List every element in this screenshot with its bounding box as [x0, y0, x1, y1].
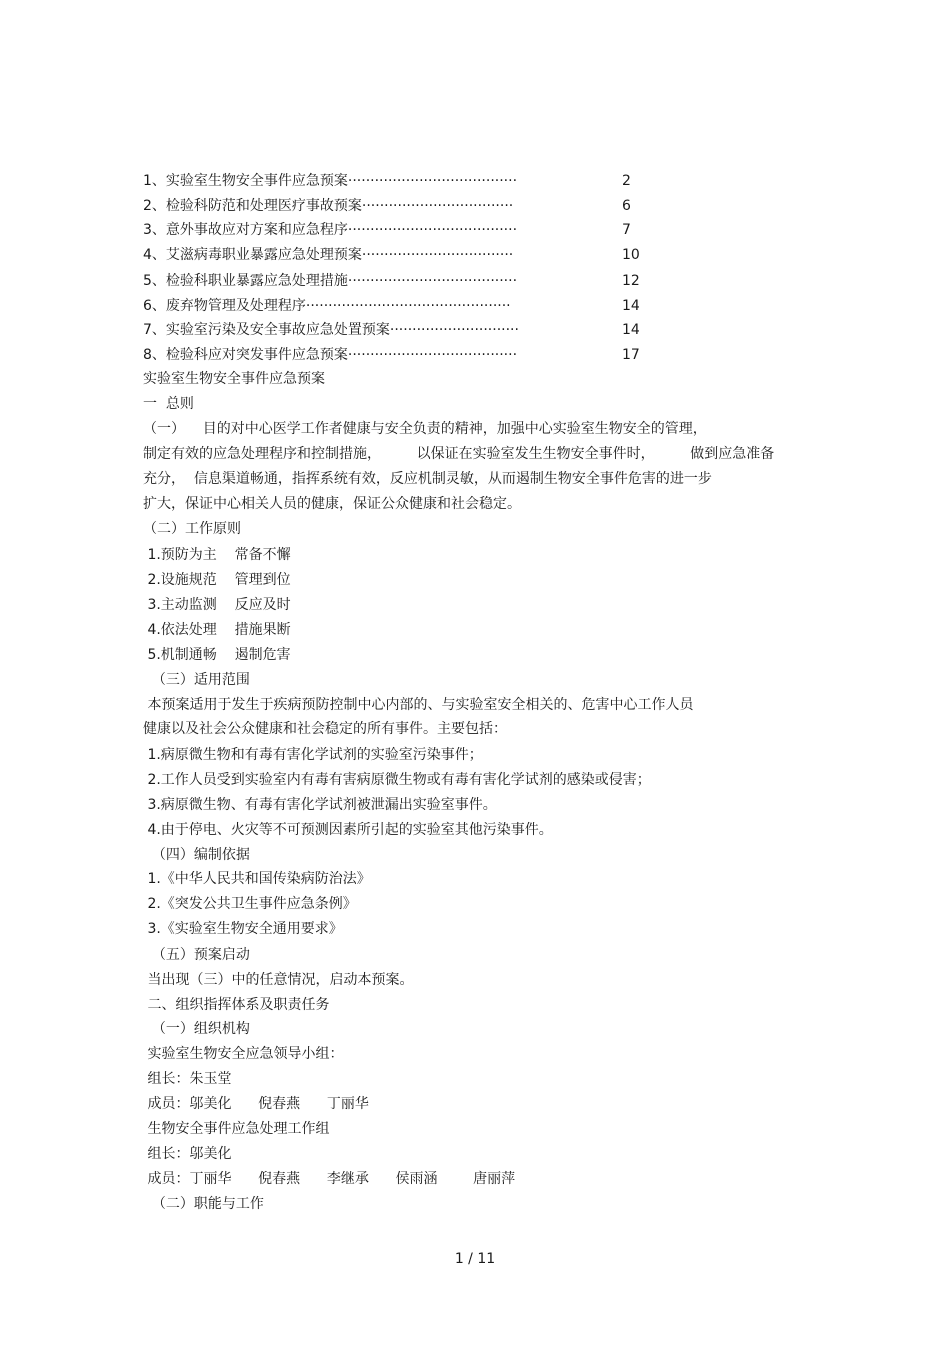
toc-page: 12: [622, 273, 640, 289]
paragraph-line: 扩大，保证中心相关人员的健康，保证公众健康和社会稳定。: [143, 496, 521, 512]
toc-page: 14: [622, 322, 640, 338]
toc-entry: [143, 272, 640, 290]
toc-title: 1、实验室生物安全事件应急预案······································: [143, 173, 518, 189]
toc-entry: [143, 172, 631, 190]
heading: （一）组织机构: [143, 1021, 250, 1037]
toc-page: 7: [622, 222, 631, 238]
toc-page: 2: [622, 173, 631, 189]
heading: （二）工作原则: [143, 521, 241, 537]
list-item: 3.《实验室生物安全通用要求》: [143, 921, 343, 937]
heading: （四）编制依据: [143, 847, 250, 863]
heading: （二）职能与工作: [143, 1196, 264, 1212]
paragraph-line: 成员：丁丽华 倪春燕 李继承 侯雨涵 唐丽萍: [143, 1171, 516, 1187]
page-number: 1 / 11: [454, 1251, 496, 1267]
toc-page: 14: [622, 298, 640, 314]
paragraph-line: 本预案适用于发生于疾病预防控制中心内部的、与实验室安全相关的、危害中心工作人员: [143, 697, 694, 713]
heading: 二、组织指挥体系及职责任务: [143, 997, 330, 1013]
paragraph-line: 生物安全事件应急处理工作组: [143, 1121, 330, 1137]
toc-title: 2、检验科防范和处理医疗事故预案··································: [143, 198, 514, 214]
list-item: 3.主动监测 反应及时: [143, 597, 291, 613]
heading: （三）适用范围: [143, 672, 250, 688]
toc-page: 6: [622, 198, 631, 214]
toc-entry: [143, 246, 640, 264]
paragraph-line: 制定有效的应急处理程序和控制措施， 以保证在实验室发生生物安全事件时， 做到应急准备: [143, 446, 775, 462]
toc-title: 3、意外事故应对方案和应急程序······································: [143, 222, 518, 238]
toc-title: 8、检验科应对突发事件应急预案······································: [143, 347, 518, 363]
toc-entry: [143, 346, 640, 364]
list-item: 3.病原微生物、有毒有害化学试剂被泄漏出实验室事件。: [143, 797, 497, 813]
list-item: 1.病原微生物和有毒有害化学试剂的实验室污染事件；: [143, 747, 483, 763]
list-item: 5.机制通畅 遏制危害: [143, 647, 291, 663]
toc-title: 4、艾滋病毒职业暴露应急处理预案··································: [143, 247, 514, 263]
toc-page: 10: [622, 247, 640, 263]
paragraph-line: （一） 目的对中心医学工作者健康与安全负责的精神，加强中心实验室生物安全的管理，: [143, 421, 707, 437]
toc-title: 5、检验科职业暴露应急处理措施······································: [143, 273, 518, 289]
paragraph-line: 组长：邬美化: [143, 1146, 232, 1162]
heading: （五）预案启动: [143, 947, 250, 963]
paragraph-line: 当出现（三）中的任意情况，启动本预案。: [143, 972, 414, 988]
paragraph-line: 健康以及社会公众健康和社会稳定的所有事件。主要包括：: [143, 721, 507, 737]
list-item: 2.《突发公共卫生事件应急条例》: [143, 896, 357, 912]
heading: 一 总则: [143, 396, 194, 412]
paragraph-line: 成员：邬美化 倪春燕 丁丽华: [143, 1096, 369, 1112]
toc-entry: [143, 197, 631, 215]
toc-entry: [143, 297, 640, 315]
paragraph-line: 实验室生物安全应急领导小组：: [143, 1046, 344, 1062]
list-item: 2.工作人员受到实验室内有毒有害病原微生物或有毒有害化学试剂的感染或侵害；: [143, 772, 651, 788]
paragraph-line: 充分， 信息渠道畅通，指挥系统有效，反应机制灵敏，从而遏制生物安全事件危害的进一步: [143, 471, 712, 487]
list-item: 2.设施规范 管理到位: [143, 572, 291, 588]
list-item: 4.由于停电、火灾等不可预测因素所引起的实验室其他污染事件。: [143, 822, 553, 838]
toc-entry: [143, 321, 640, 339]
list-item: 4.依法处理 措施果断: [143, 622, 291, 638]
section-title: 实验室生物安全事件应急预案: [143, 371, 325, 387]
toc-title: 6、废弃物管理及处理程序··············································: [143, 298, 511, 314]
list-item: 1.《中华人民共和国传染病防治法》: [143, 871, 371, 887]
toc-entry: [143, 221, 631, 239]
toc-title: 7、实验室污染及安全事故应急处置预案·····························: [143, 322, 519, 338]
list-item: 1.预防为主 常备不懈: [143, 547, 291, 563]
toc-page: 17: [622, 347, 640, 363]
paragraph-line: 组长：朱玉堂: [143, 1071, 232, 1087]
